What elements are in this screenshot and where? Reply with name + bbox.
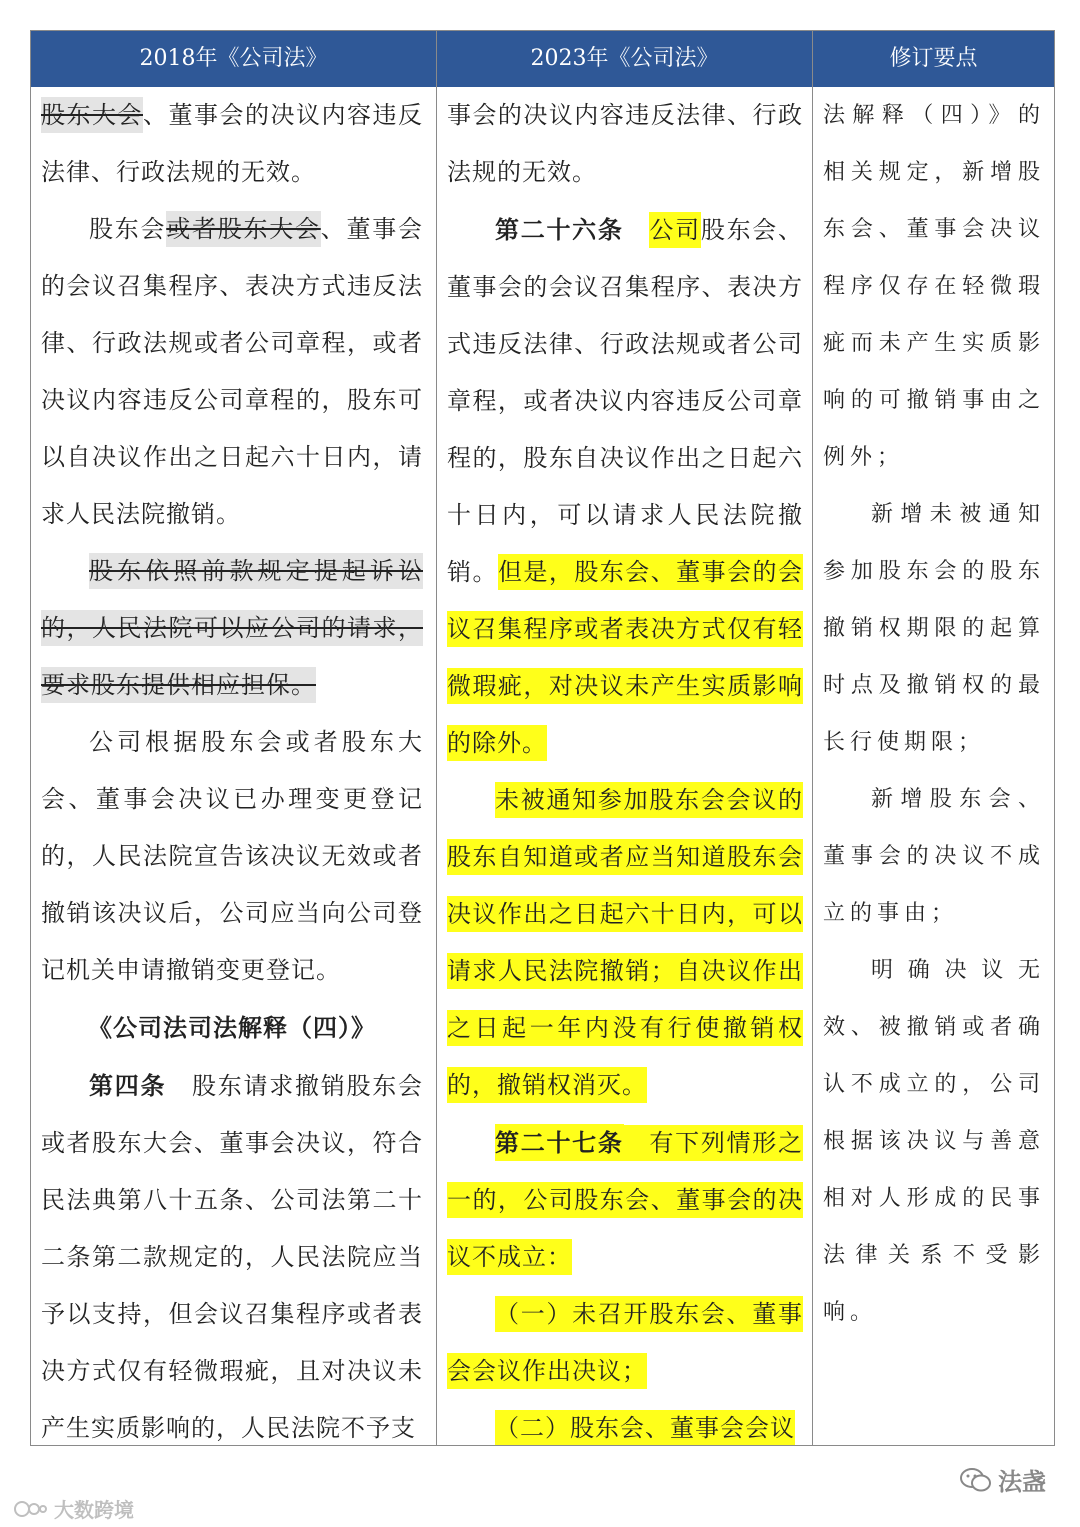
text-segment: 股东会、董事会的会议召集程序、表决方式违反法律、行政法规或者公司章程，或者决议内容违反公司章程的，股东自决议作出之日起六十日内，可以请求人民法院撤销。 [447, 216, 803, 586]
article-number: 第二十六条 [495, 215, 624, 244]
highlighted-text: 有下列情形之一的，公司股东会、董事会的决议不成立： [447, 1125, 803, 1275]
column-divider [812, 31, 813, 1445]
highlighted-text: 但是，股东会、董事会的会议召集程序或者表决方式仅有轻微瑕疵，对决议未产生实质影响的除外。 [447, 554, 803, 761]
paragraph [447, 201, 803, 772]
paragraph [41, 543, 423, 714]
paragraph [41, 999, 423, 1057]
highlighted-article-number: 第二十七条 [495, 1124, 624, 1161]
column-divider [436, 31, 437, 1445]
text-segment [624, 216, 650, 244]
text-segment: 明确决议无效、被撤销或者确认不成立的，公司根据该决议与善意相对人形成的民事法律关系不受影响。 [823, 958, 1045, 1325]
paragraph [823, 87, 1045, 486]
paragraph [41, 1057, 423, 1445]
text-segment: 公司根据股东会或者股东大会、董事会决议已办理变更登记的，人民法院宣告该决议无效或者撤销该决议后，公司应当向公司登记机关申请撤销变更登记。 [41, 728, 423, 984]
paragraph [447, 772, 803, 1114]
table-header [31, 31, 1054, 87]
wechat-icon [960, 1467, 992, 1499]
paragraph [823, 771, 1045, 942]
highlighted-text: 公司 [649, 212, 700, 248]
logo-icon [14, 1499, 48, 1524]
paragraph [447, 87, 803, 201]
highlighted-text: 未被通知参加股东会会议的股东自知道或者应当知道股东会决议作出之日起六十日内，可以请求人民法院撤销；自决议作出之日起一年内没有行使撤销权的，撤销权消灭。 [447, 782, 803, 1103]
text-segment: 股东请求撤销股东会或者股东大会、董事会决议，符合民法典第八十五条、公司法第二十二条第二款规定的，人民法院应当予以支持，但会议召集程序或者表决方式仅有轻微瑕疵，且对决议未产生实质影响的，人民法院不予支 [41, 1072, 423, 1442]
paragraph [447, 1114, 803, 1286]
watermark-left-text: 大数跨境 [54, 1498, 134, 1522]
header-2018: 2018年《公司法》 [139, 46, 328, 71]
watermark-right [960, 1462, 1046, 1499]
text-segment: 、董事会的会议召集程序、表决方式违反法律、行政法规或者公司章程，或者决议内容违反公司章程的，股东可以自决议作出之日起六十日内，请求人民法院撤销。 [41, 215, 423, 528]
text-segment: 事会的决议内容违反法律、行政法规的无效。 [447, 101, 803, 186]
text-segment: 、董事会的决议内容违反法律、行政法规的无效。 [41, 101, 423, 186]
header-revision-points: 修订要点 [889, 46, 978, 71]
text-segment: 法解释（四）》的相关规定，新增股东会、董事会决议程序仅存在轻微瑕疵而未产生实质影响的可撤销事由之例外； [823, 103, 1045, 470]
watermark-right-text: 法盏 [998, 1468, 1046, 1496]
paragraph [447, 1286, 803, 1400]
column-revision-points [823, 87, 1045, 1445]
deleted-text: 股东依照前款规定提起诉讼的，人民法院可以应公司的请求，要求股东提供相应担保。 [41, 553, 423, 703]
column-2018 [41, 87, 423, 1445]
highlighted-text: （二）股东会、董事会会议 [495, 1410, 795, 1445]
article-number: 《公司法司法解释（四）》 [88, 1013, 376, 1042]
watermark-left [14, 1494, 134, 1524]
paragraph [447, 1400, 803, 1445]
text-segment: 股东会 [89, 215, 167, 243]
paragraph [41, 201, 423, 543]
deleted-text: 股东大会 [41, 97, 143, 133]
column-2023 [447, 87, 803, 1445]
paragraph [41, 714, 423, 999]
article-number: 第四条 [89, 1071, 167, 1100]
paragraph [823, 942, 1045, 1341]
text-segment: 新增股东会、董事会的决议不成立的事由； [823, 787, 1045, 926]
deleted-text: 或者股东大会 [166, 211, 321, 247]
header-2023: 2023年《公司法》 [530, 46, 719, 71]
text-segment: 新增未被通知参加股东会的股东撤销权期限的起算时点及撤销权的最长行使期限； [823, 502, 1045, 755]
paragraph [823, 486, 1045, 771]
paragraph [41, 87, 423, 201]
comparison-table [30, 30, 1055, 1446]
highlighted-text: （一）未召开股东会、董事会会议作出决议； [447, 1296, 803, 1389]
